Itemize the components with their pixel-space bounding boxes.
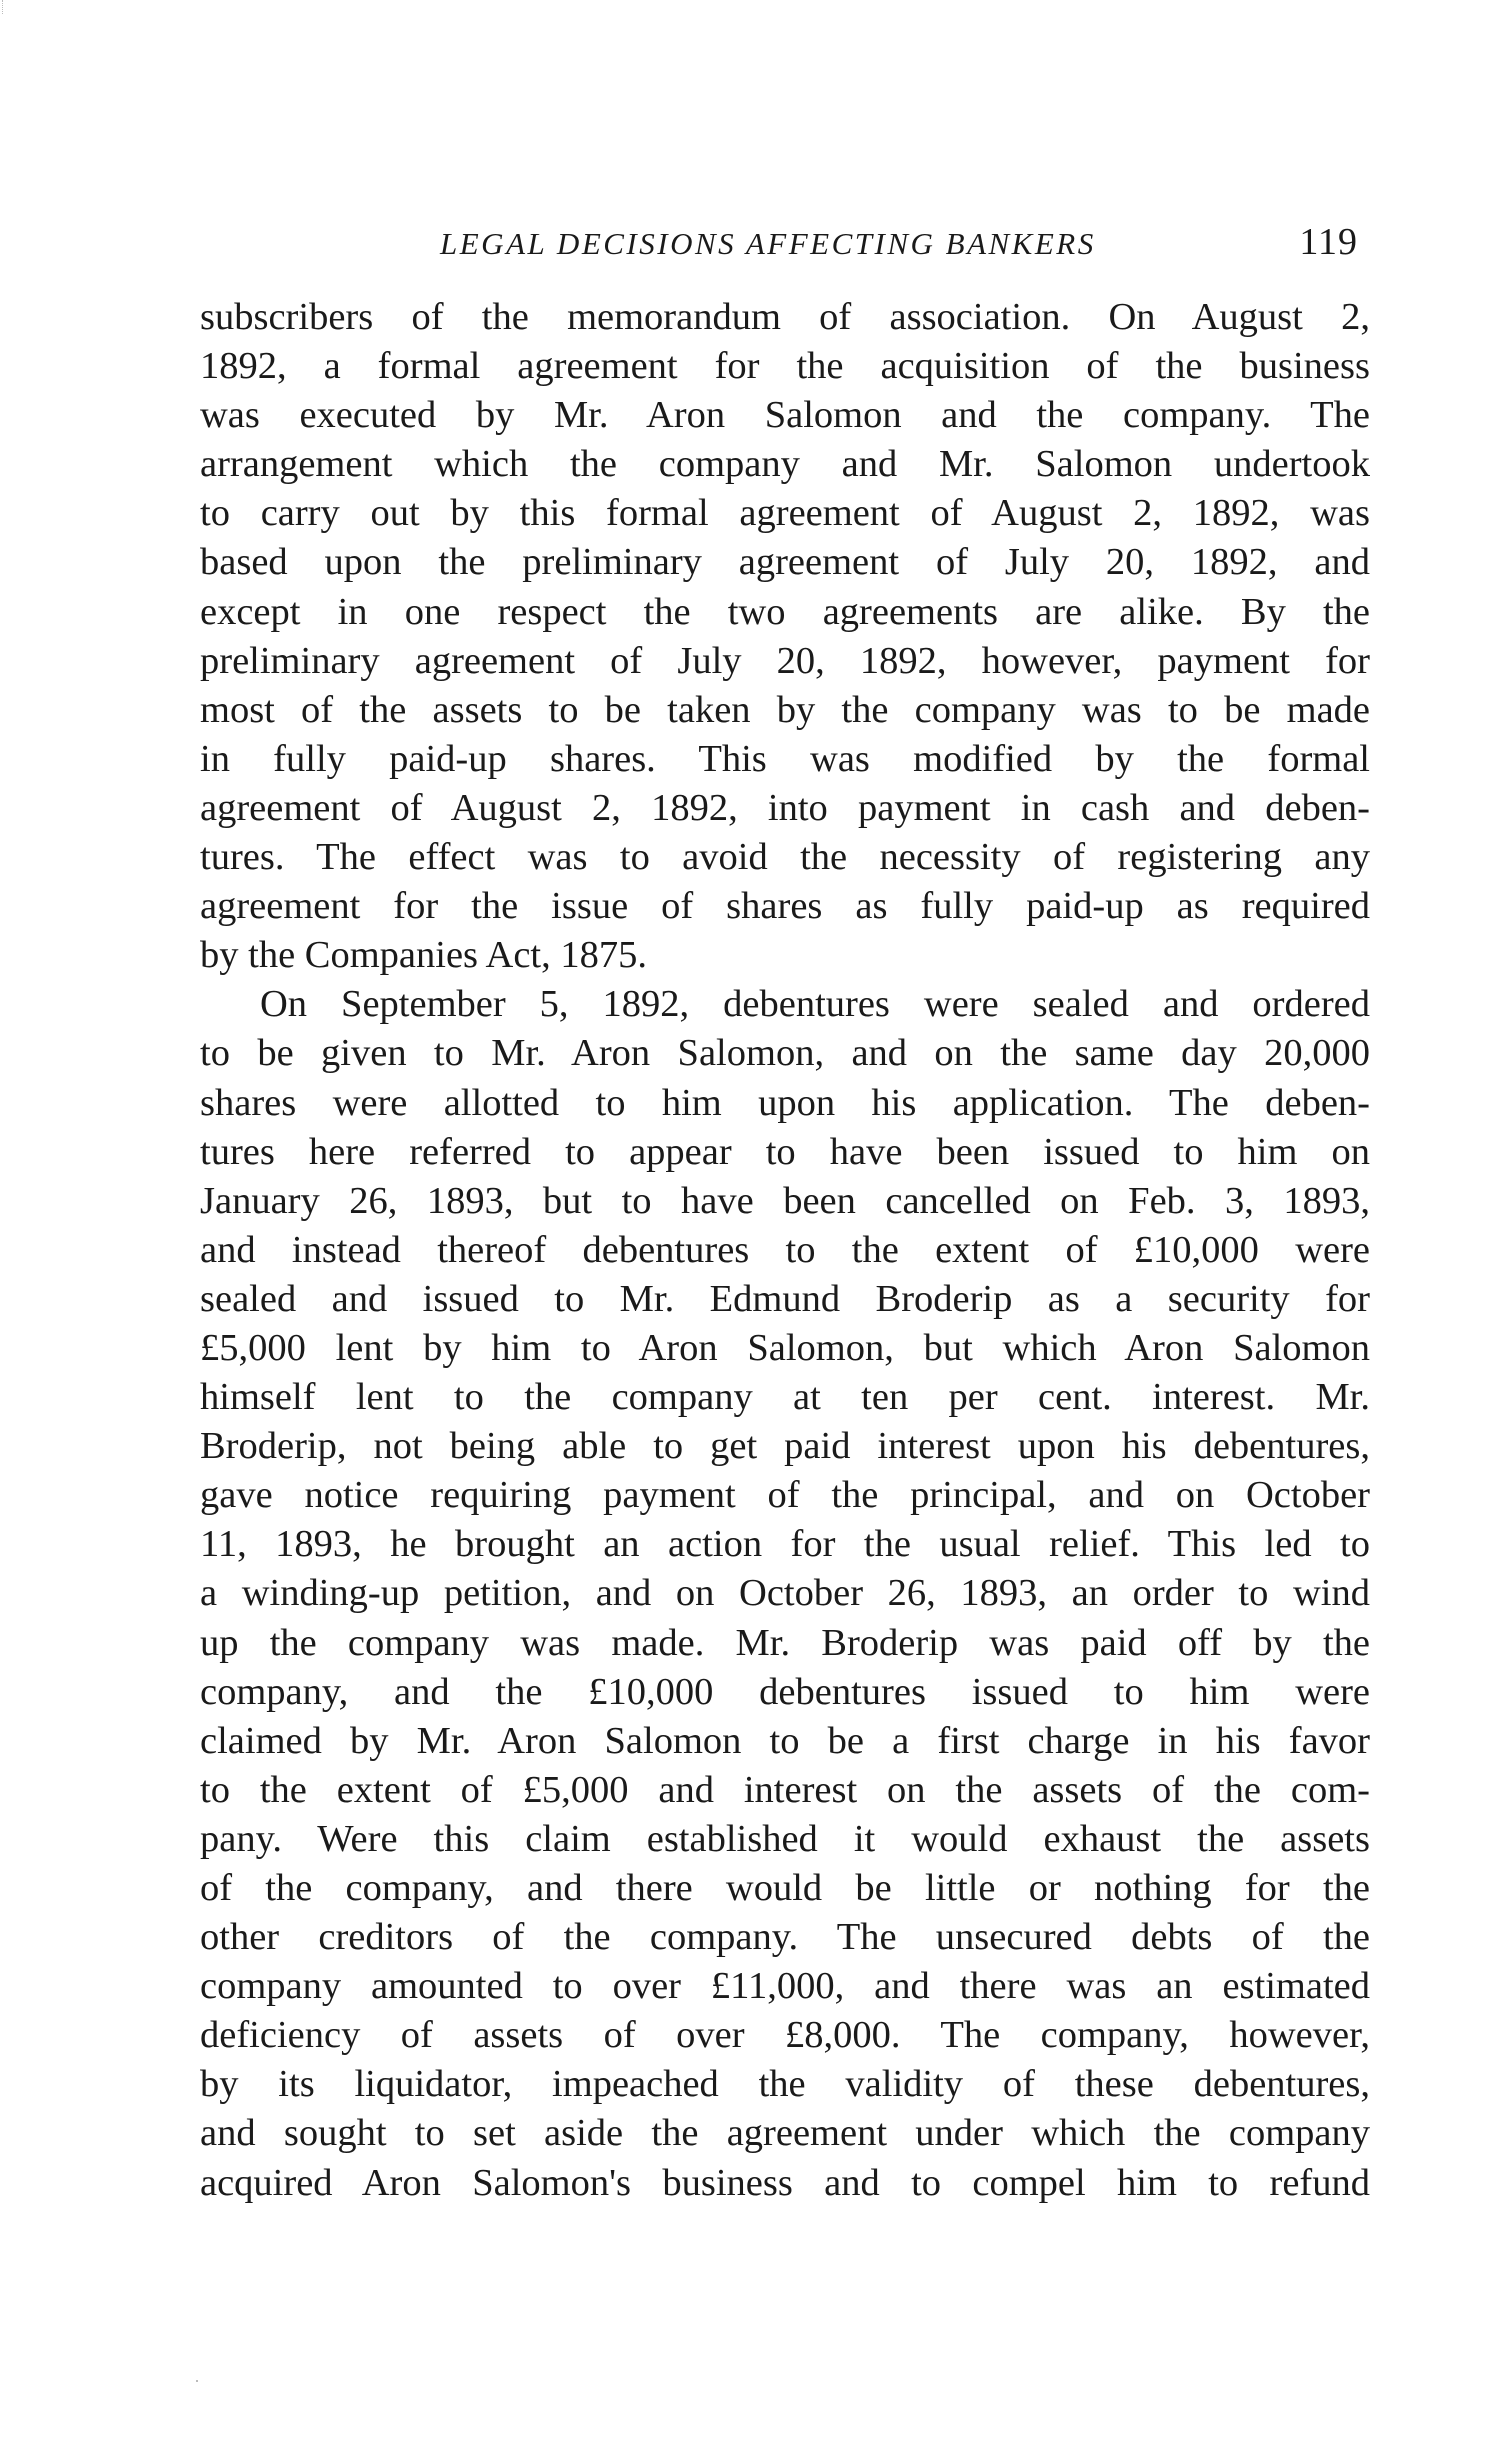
text-line: company, and the £10,000 debentures issued to him were <box>200 1670 1370 1713</box>
text-line: company amounted to over £11,000, and there was an estimated <box>200 1965 1370 2008</box>
running-head <box>200 221 1370 276</box>
text-line: preliminary agreement of July 20, 1892, however, payment for <box>200 639 1370 682</box>
text-line: gave notice requiring payment of the principal, and on October <box>200 1474 1370 1517</box>
running-title: LEGAL DECISIONS AFFECTING BANKERS <box>440 226 1096 261</box>
body-text <box>200 293 1370 2208</box>
text-line: up the company was made. Mr. Broderip was paid off by the <box>200 1621 1370 1664</box>
text-line: to carry out by this formal agreement of August 2, 1892, was <box>200 492 1370 535</box>
paragraph-1 <box>200 293 1370 980</box>
text-line: based upon the preliminary agreement of July 20, 1892, and <box>200 541 1370 584</box>
text-line: acquired Aron Salomon's business and to compel him to refund <box>200 2161 1370 2204</box>
page-number: 119 <box>1299 221 1358 263</box>
text-line: Broderip, not being able to get paid interest upon his debentures, <box>200 1425 1370 1468</box>
text-line: tures here referred to appear to have been issued to him on <box>200 1130 1370 1173</box>
text-line: other creditors of the company. The unsecured debts of the <box>200 1916 1370 1959</box>
text-line: most of the assets to be taken by the company was to be made <box>200 688 1370 731</box>
text-line: deficiency of assets of over £8,000. The company, however, <box>200 2014 1370 2057</box>
margin-speck <box>2 0 9 14</box>
text-line: a winding-up petition, and on October 26, 1893, an order to wind <box>200 1572 1370 1615</box>
text-line: and sought to set aside the agreement under which the company <box>200 2112 1370 2155</box>
text-line: by the Companies Act, 1875. <box>200 934 647 977</box>
text-line: and instead thereof debentures to the extent of £10,000 were <box>200 1228 1370 1271</box>
text-line: of the company, and there would be little or nothing for the <box>200 1867 1370 1909</box>
text-line: sealed and issued to Mr. Edmund Broderip as a security for <box>200 1277 1370 1320</box>
bottom-speck <box>196 2380 198 2382</box>
text-line: arrangement which the company and Mr. Salomon undertook <box>200 443 1370 486</box>
text-line: to be given to Mr. Aron Salomon, and on the same day 20,000 <box>200 1032 1370 1075</box>
text-line: himself lent to the company at ten per cent. interest. Mr. <box>200 1376 1370 1419</box>
text-line: pany. Were this claim established it would exhaust the assets <box>200 1817 1370 1860</box>
text-line: 1892, a formal agreement for the acquisition of the business <box>200 345 1370 388</box>
text-line: agreement for the issue of shares as fully paid-up as required <box>200 885 1370 928</box>
text-line: to the extent of £5,000 and interest on the assets of the com- <box>200 1768 1370 1811</box>
text-line: agreement of August 2, 1892, into payment in cash and deben- <box>200 786 1370 829</box>
text-line: except in one respect the two agreements are alike. By the <box>200 590 1370 633</box>
text-line: by its liquidator, impeached the validity of these debentures, <box>200 2063 1370 2106</box>
text-line: subscribers of the memorandum of association. On August 2, <box>200 296 1370 338</box>
text-line: was executed by Mr. Aron Salomon and the company. The <box>200 394 1370 437</box>
text-line: £5,000 lent by him to Aron Salomon, but which Aron Salomon <box>200 1326 1370 1369</box>
paragraph-2 <box>200 980 1370 2207</box>
text-line: shares were allotted to him upon his application. The deben- <box>200 1081 1370 1124</box>
text-line: 11, 1893, he brought an action for the usual relief. This led to <box>200 1523 1370 1566</box>
text-line: tures. The effect was to avoid the necessity of registering any <box>200 836 1370 879</box>
text-line: On September 5, 1892, debentures were sealed and ordered <box>260 983 1370 1026</box>
text-line: claimed by Mr. Aron Salomon to be a first charge in his favor <box>200 1719 1370 1762</box>
text-line: in fully paid-up shares. This was modified by the formal <box>200 737 1370 780</box>
text-line: January 26, 1893, but to have been cancelled on Feb. 3, 1893, <box>200 1179 1370 1222</box>
